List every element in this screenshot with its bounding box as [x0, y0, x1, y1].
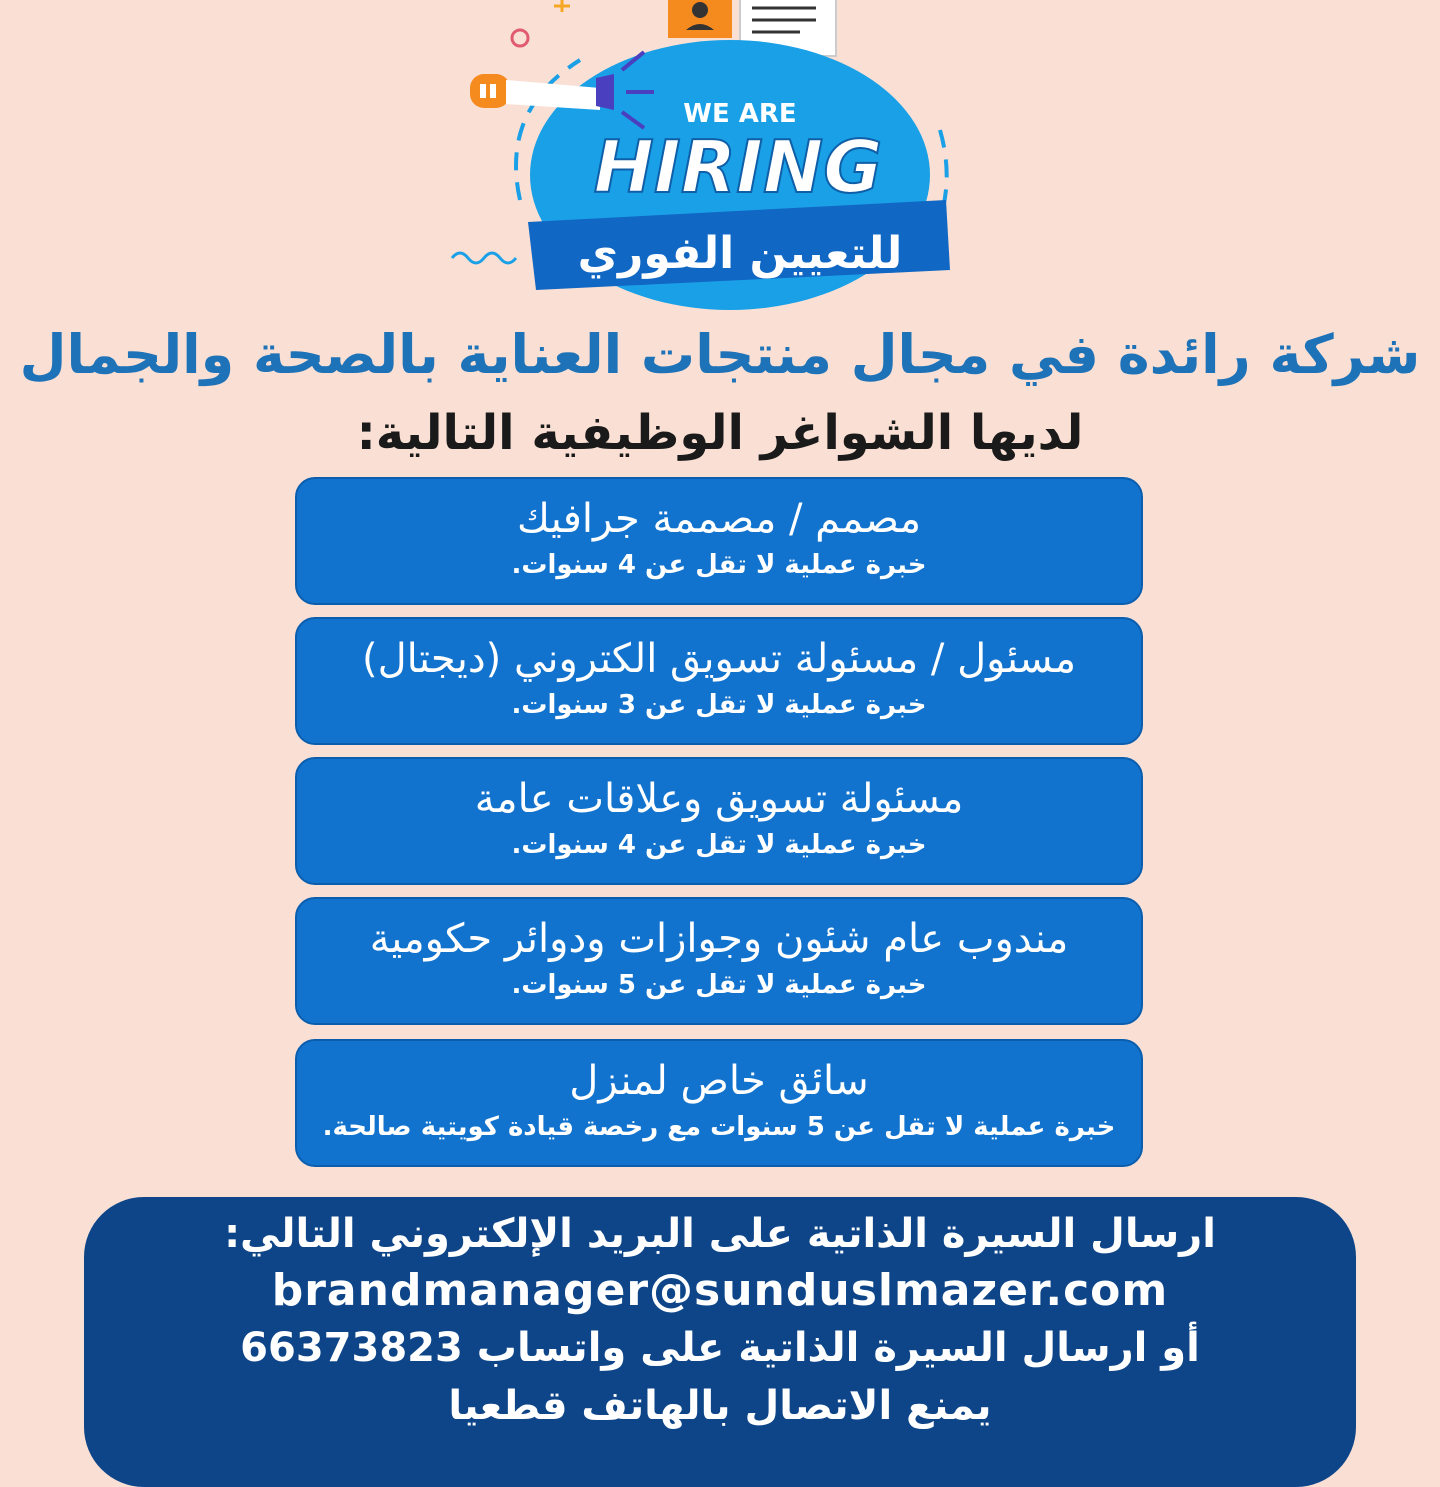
plus-icon: [554, 0, 570, 12]
contact-whatsapp: أو ارسال السيرة الذاتية على واتساب 66373823: [240, 1325, 1200, 1371]
job-requirement: خبرة عملية لا تقل عن 5 سنوات.: [511, 970, 927, 1000]
job-requirement: خبرة عملية لا تقل عن 3 سنوات.: [511, 690, 927, 720]
subheadline: لديها الشواغر الوظيفية التالية:: [356, 405, 1084, 461]
job-title: مندوب عام شئون وجوازات ودوائر حكومية: [369, 916, 1069, 962]
contact-panel: [84, 1197, 1356, 1487]
job-card-graphic-designer: [295, 477, 1143, 605]
job-card-marketing-pr: [295, 757, 1143, 885]
job-title: مصمم / مصممة جرافيك: [516, 496, 922, 542]
job-card-private-driver: [295, 1039, 1143, 1167]
logo-ribbon-text: للتعيين الفوري: [577, 228, 903, 279]
contact-email[interactable]: brandmanager@sunduslmazer.com: [271, 1265, 1169, 1316]
job-requirement: خبرة عملية لا تقل عن 4 سنوات.: [511, 550, 927, 580]
contact-no-calls: يمنع الاتصال بالهاتف قطعيا: [448, 1383, 992, 1429]
logo-tag-main: HIRING: [593, 125, 883, 209]
job-requirement: خبرة عملية لا تقل عن 5 سنوات مع رخصة قيادة كويتية صالحة.: [322, 1112, 1116, 1142]
job-title: سائق خاص لمنزل: [569, 1058, 869, 1104]
headline: شركة رائدة في مجال منتجات العناية بالصحة والجمال: [19, 323, 1421, 386]
job-card-digital-marketing: [295, 617, 1143, 745]
squiggle-icon: [452, 253, 516, 263]
logo-tag-top: WE ARE: [683, 99, 797, 129]
job-requirement: خبرة عملية لا تقل عن 4 سنوات.: [511, 830, 927, 860]
decor-circle-icon: [512, 30, 528, 46]
job-title: مسئولة تسويق وعلاقات عامة: [474, 776, 964, 822]
hiring-logo: [440, 0, 980, 330]
contact-email-instruction: ارسال السيرة الذاتية على البريد الإلكتروني التالي:: [224, 1211, 1216, 1257]
job-title: مسئول / مسئولة تسويق الكتروني (ديجتال): [361, 636, 1077, 682]
job-card-government-representative: [295, 897, 1143, 1025]
